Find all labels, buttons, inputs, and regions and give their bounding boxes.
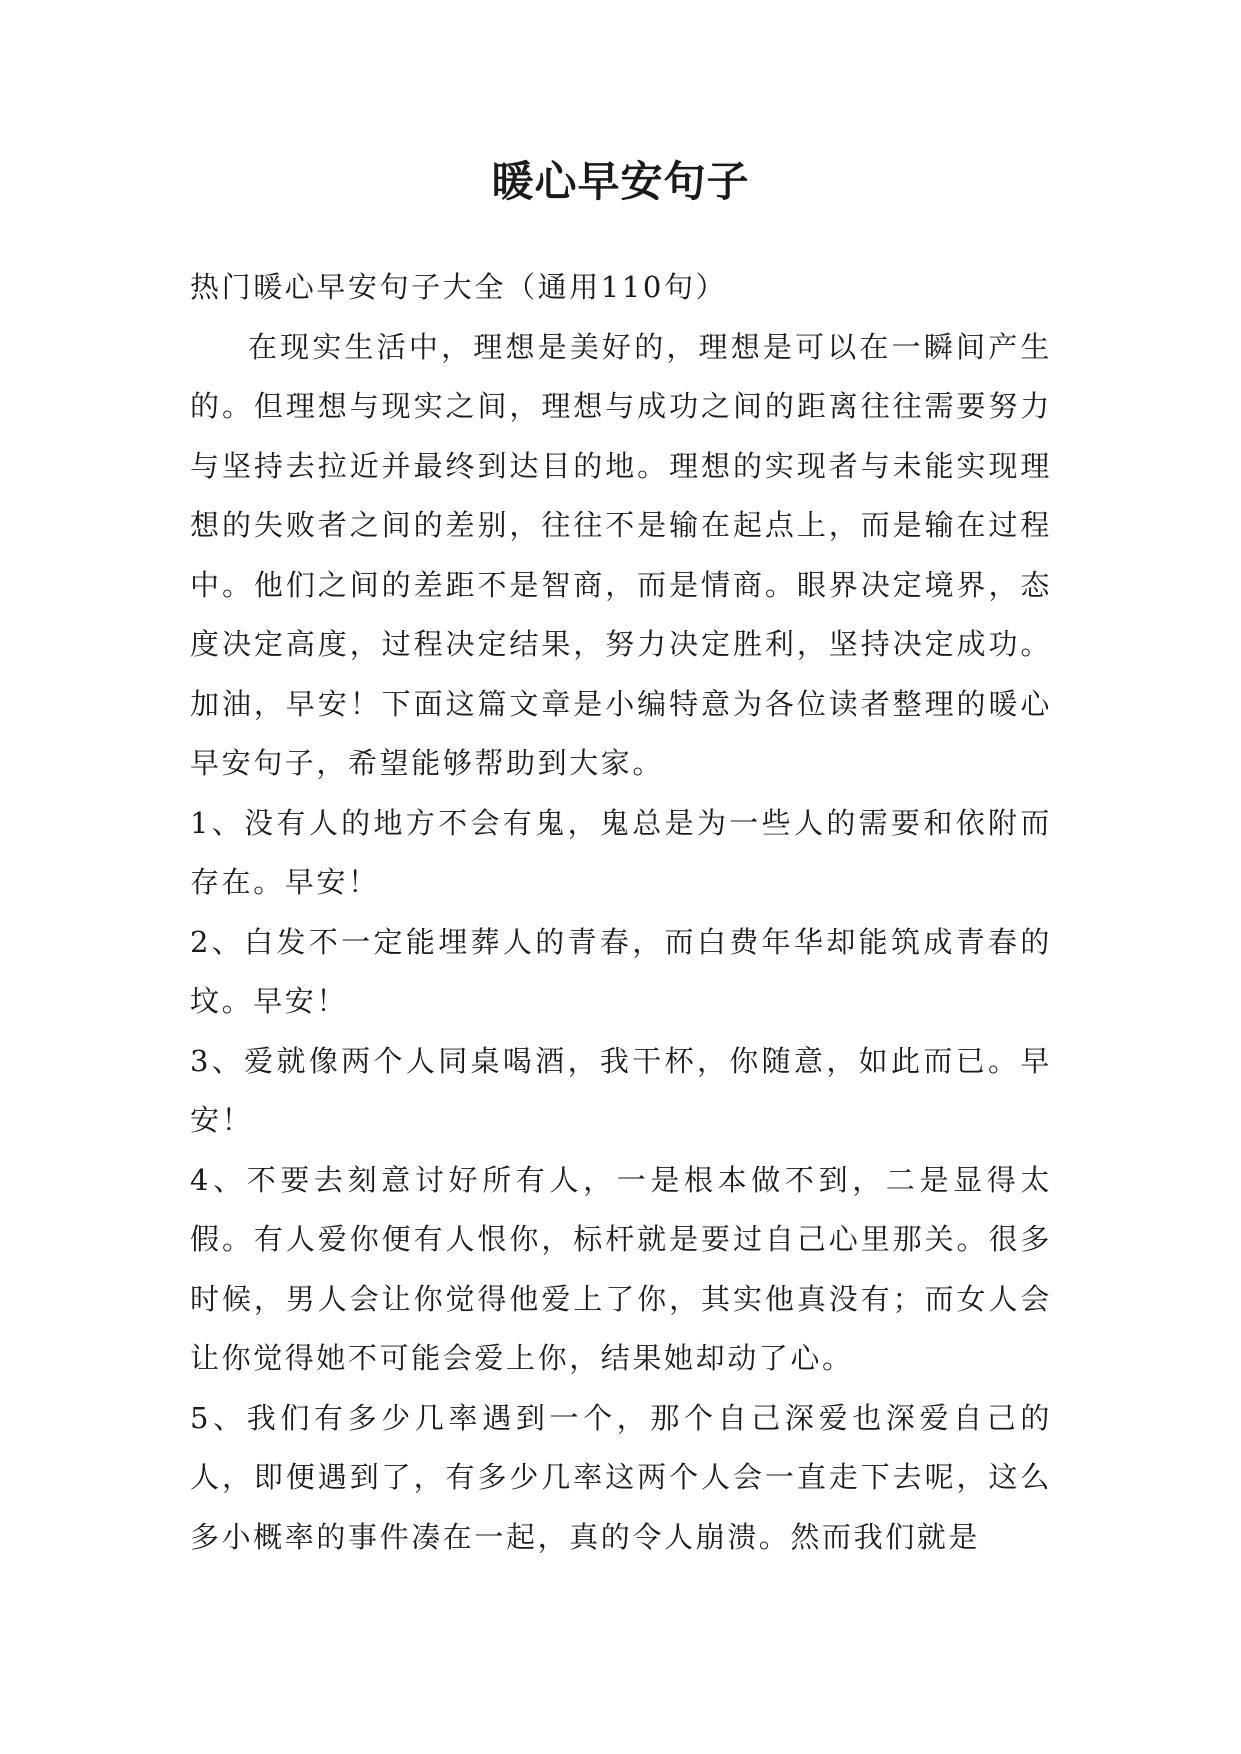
document-body <box>190 258 1052 1567</box>
document-subtitle: 热门暖心早安句子大全（通用110句） <box>190 270 728 304</box>
document-title: 暖心早安句子 <box>491 157 750 206</box>
list-item: 1、没有人的地方不会有鬼，鬼总是为一些人的需要和依附而存在。早安！ <box>190 805 1052 899</box>
list-item: 4、不要去刻意讨好所有人，一是根本做不到，二是显得太假。有人爱你便有人恨你，标杆就是要过自己心里那关。很多时候，男人会让你觉得他爱上了你，其实他真没有；而女人会让你觉得她不可能会爱上你，结果她却动了心。 <box>190 1162 1052 1375</box>
list-item: 3、爱就像两个人同桌喝酒，我干杯，你随意，如此而已。早安！ <box>190 1043 1052 1137</box>
list-item: 2、白发不一定能埋葬人的青春，而白费年华却能筑成青春的坟。早安！ <box>190 924 1052 1018</box>
intro-paragraph: 在现实生活中，理想是美好的，理想是可以在一瞬间产生的。但理想与现实之间，理想与成功之间的距离往往需要努力与坚持去拉近并最终到达目的地。理想的实现者与未能实现理想的失败者之间的差别，往往不是输在起点上，而是输在过程中。他们之间的差距不是智商，而是情商。眼界决定境界，态度决定高度，过程决定结果，努力决定胜利，坚持决定成功。加油，早安！下面这篇文章是小编特意为各位读者整理的暖心早安句子，希望能够帮助到大家。 <box>190 329 1052 780</box>
list-item: 5、我们有多少几率遇到一个，那个自己深爱也深爱自己的人，即便遇到了，有多少几率这两个人会一直走下去呢，这么多小概率的事件凑在一起，真的令人崩溃。然而我们就是 <box>190 1400 1052 1554</box>
